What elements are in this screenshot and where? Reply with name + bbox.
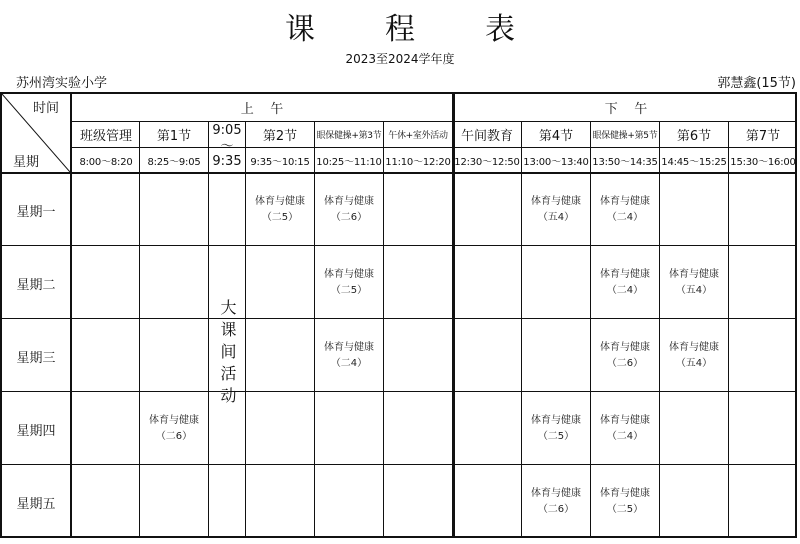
period-time: 15:30～16:00: [730, 156, 796, 168]
period-name: 第4节: [538, 129, 574, 144]
course-class: （二6）: [155, 431, 193, 442]
course-class: （二6）: [330, 212, 368, 223]
course-name: 体育与健康: [600, 269, 650, 280]
break-activity-label: 大课间活动: [218, 299, 237, 409]
course-name: 体育与健康: [324, 342, 374, 353]
course-class: （二4）: [606, 285, 644, 296]
course-name: 体育与健康: [600, 196, 650, 207]
day-label: 星期二: [16, 277, 56, 293]
period-name: 班级管理: [79, 129, 132, 144]
course-class: （五4）: [675, 358, 713, 369]
period-name: 第2节: [262, 129, 298, 144]
day-label: 星期四: [16, 423, 56, 439]
course-cell: [591, 174, 659, 246]
course-name: 体育与健康: [600, 488, 650, 499]
afternoon-header: 下 午: [604, 102, 648, 117]
period-name: 眼保健操+第5节: [592, 131, 658, 141]
course-cell: [140, 393, 208, 465]
course-name: 体育与健康: [324, 269, 374, 280]
period-time: 14:45～15:25: [661, 156, 727, 168]
course-cell: [522, 393, 590, 465]
school-name: 苏州湾实验小学: [16, 76, 108, 91]
period-time: 11:10～12:20: [385, 156, 451, 168]
teacher-name: 郭慧鑫(15节): [717, 76, 796, 91]
course-cell: [315, 174, 383, 246]
course-cell: [591, 466, 659, 538]
period-time: 10:25～11:10: [316, 156, 382, 168]
course-class: （二5）: [330, 285, 368, 296]
day-label: 星期五: [16, 496, 56, 512]
course-class: （二5）: [261, 212, 299, 223]
page-title: 课程表: [285, 12, 585, 47]
course-cell: [315, 320, 383, 392]
corner-time-label: 时间: [32, 100, 59, 116]
day-label: 星期一: [16, 204, 56, 220]
course-name: 体育与健康: [531, 196, 581, 207]
period-time: 12:30～12:50: [454, 156, 520, 168]
morning-header: 上 午: [240, 102, 284, 117]
break-tilde: ～: [220, 138, 234, 154]
period-name: 午间教育: [460, 129, 513, 144]
period-time: 8:00～8:20: [79, 156, 133, 168]
school-year: 2023至2024学年度: [345, 52, 455, 66]
course-name: 体育与健康: [531, 488, 581, 499]
period-time: 13:00～13:40: [523, 156, 589, 168]
course-class: （二4）: [330, 358, 368, 369]
period-time: 13:50～14:35: [592, 156, 658, 168]
course-cell: [246, 174, 314, 246]
grid-line: [383, 121, 384, 536]
period-name: 第1节: [156, 129, 192, 144]
course-name: 体育与健康: [669, 269, 719, 280]
course-class: （二6）: [606, 358, 644, 369]
period-time: 9:35～10:15: [250, 156, 310, 168]
grid-line: [728, 121, 729, 536]
course-name: 体育与健康: [669, 342, 719, 353]
course-name: 体育与健康: [600, 342, 650, 353]
break-start-time: 9:05: [212, 122, 242, 138]
period-name: 第6节: [676, 129, 712, 144]
course-cell: [660, 320, 728, 392]
break-end-time: 9:35: [212, 153, 242, 169]
course-cell: [591, 393, 659, 465]
grid-line: [2, 464, 797, 465]
corner-day-label: 星期: [12, 154, 39, 170]
course-class: （五4）: [675, 285, 713, 296]
course-cell: [591, 320, 659, 392]
course-cell: [522, 174, 590, 246]
grid-line: [2, 172, 797, 174]
course-name: 体育与健康: [324, 196, 374, 207]
course-class: （五4）: [537, 212, 575, 223]
course-name: 体育与健康: [149, 415, 199, 426]
course-class: （二4）: [606, 431, 644, 442]
course-class: （二4）: [606, 212, 644, 223]
grid-line: [2, 245, 797, 246]
timetable: [0, 92, 797, 538]
period-name: 眼保健操+第3节: [316, 131, 382, 141]
course-class: （二5）: [537, 431, 575, 442]
grid-line: [139, 121, 140, 536]
day-label: 星期三: [16, 350, 56, 366]
course-name: 体育与健康: [600, 415, 650, 426]
course-cell: [660, 247, 728, 319]
course-class: （二6）: [537, 504, 575, 515]
course-cell: [315, 247, 383, 319]
course-cell: [591, 247, 659, 319]
course-name: 体育与健康: [531, 415, 581, 426]
period-name: 午休+室外活动: [388, 131, 448, 141]
period-time: 8:25～9:05: [147, 156, 201, 168]
course-name: 体育与健康: [255, 196, 305, 207]
course-class: （二5）: [606, 504, 644, 515]
course-cell: [522, 466, 590, 538]
period-name: 第7节: [745, 129, 781, 144]
